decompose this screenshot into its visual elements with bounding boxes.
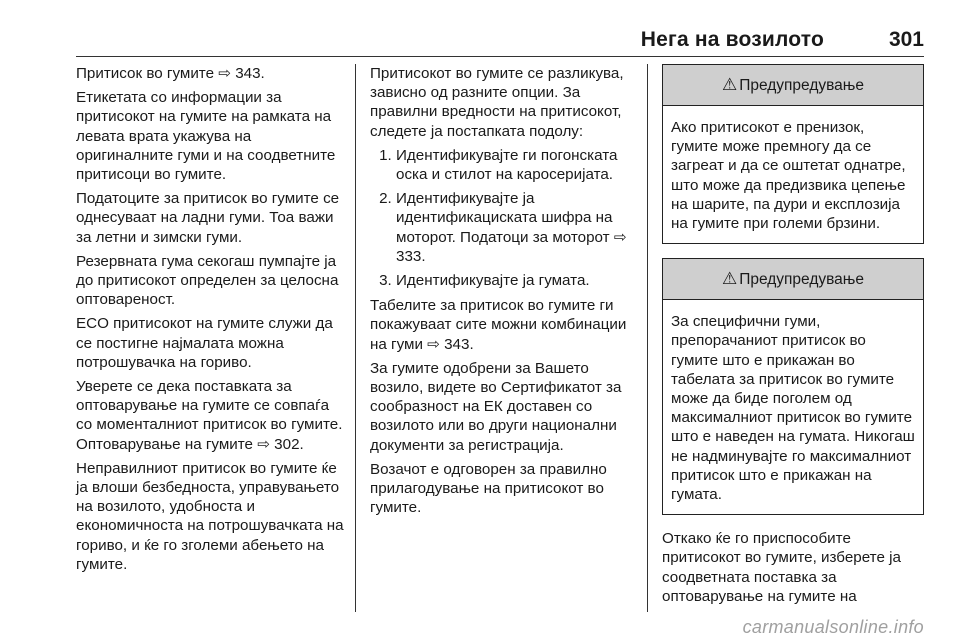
paragraph: Резервната гума секогаш пумпајте ја до притисокот определен за целосна оптовареност. xyxy=(76,252,339,309)
paragraph: Откако ќе го приспособите притисокот во гумите, изберете ја соодветната поставка за оптоварување на гумите на xyxy=(662,530,901,605)
column-2 xyxy=(370,64,638,522)
paragraph: Уверете се дека поставката за оптоварување на гумите се совпаѓа со моменталниот притисок во гумите. Оптоварување на гумите ⇨ 302. xyxy=(76,378,343,453)
page-header xyxy=(76,22,924,57)
warning-header xyxy=(663,259,923,300)
warning-header xyxy=(663,65,923,106)
warning-box xyxy=(662,64,924,244)
column-3 xyxy=(662,64,924,611)
list-item: 1. Идентификувајте ги погонската оска и стилот на каросеријата. xyxy=(396,146,638,184)
paragraph: Табелите за притисок во гумите ги покажуваат сите можни комбинации на гуми ⇨ 343. xyxy=(370,297,627,353)
warning-box xyxy=(662,258,924,515)
warning-title: Предупредување xyxy=(739,77,865,94)
page-number: 301 xyxy=(888,28,924,51)
column-divider-2 xyxy=(647,64,648,612)
column-1 xyxy=(76,64,346,579)
warning-text: За специфични гуми, препорачаниот притисок во гумите што е прикажан во табелата за притисок во гумите може да биде поголем од максималниот притисок во гумите што е наведен на гумата. Никогаш не надминувајте го максималниот притисок што е прикажан на гумата. xyxy=(671,313,915,504)
paragraph: ECO притисокот на гумите служи да се постигне најмалата можна потрошувачка на гориво. xyxy=(76,315,333,371)
warning-triangle-icon: ⚠ xyxy=(721,269,738,289)
list-item: 3. Идентификувајте ја гумата. xyxy=(396,271,638,290)
list-item: 2. Идентификувајте ја идентификациската шифра на моторот. Податоци за моторот ⇨ 333. xyxy=(396,189,638,266)
steps-list xyxy=(370,146,638,290)
paragraph: За гумите одобрени за Вашето возило, видете во Сертификатот за сообразност на ЕК доставен со возилото или во други национални документи за регистрација. xyxy=(370,359,622,454)
watermark: carmanualsonline.info xyxy=(742,617,924,637)
paragraph: Податоците за притисок во гумите се однесуваат на ладни гуми. Тоа важи за летни и зимски гуми. xyxy=(76,190,340,246)
column-divider-1 xyxy=(355,64,356,612)
warning-title: Предупредување xyxy=(739,271,865,289)
warning-text: Ако притисокот е пренизок, гумите може премногу да се загреат и да се оштетат однатре, што може да предизвика цепење на шарите, па дури и експлозија на гумите при големи брзини. xyxy=(671,119,906,233)
paragraph: Етикетата со информации за притисокот на гумите на рамката на левата врата укажува на оригиналните гуми и на соодветните притисоци во гумите. xyxy=(76,89,336,184)
paragraph: Возачот е одговорен за правилно прилагодување на притисокот во гумите. xyxy=(370,460,607,517)
paragraph: Притисокот во гумите се разликува, зависно од разните опции. За правилни вредности на притисокот, следете ја постапката подолу: xyxy=(370,65,624,140)
paragraph: Неправилниот притисок во гумите ќе ја влоши безбедноста, управувањето на возилото, удобноста и економичноста на потрошувачката на гориво, и ќе го зголеми абењето на гумите. xyxy=(76,459,344,573)
warning-triangle-icon: ⚠ xyxy=(721,75,738,94)
page-title: Нега на возилото xyxy=(640,28,824,51)
paragraph: Притисок во гумите ⇨ 343. xyxy=(76,65,265,82)
